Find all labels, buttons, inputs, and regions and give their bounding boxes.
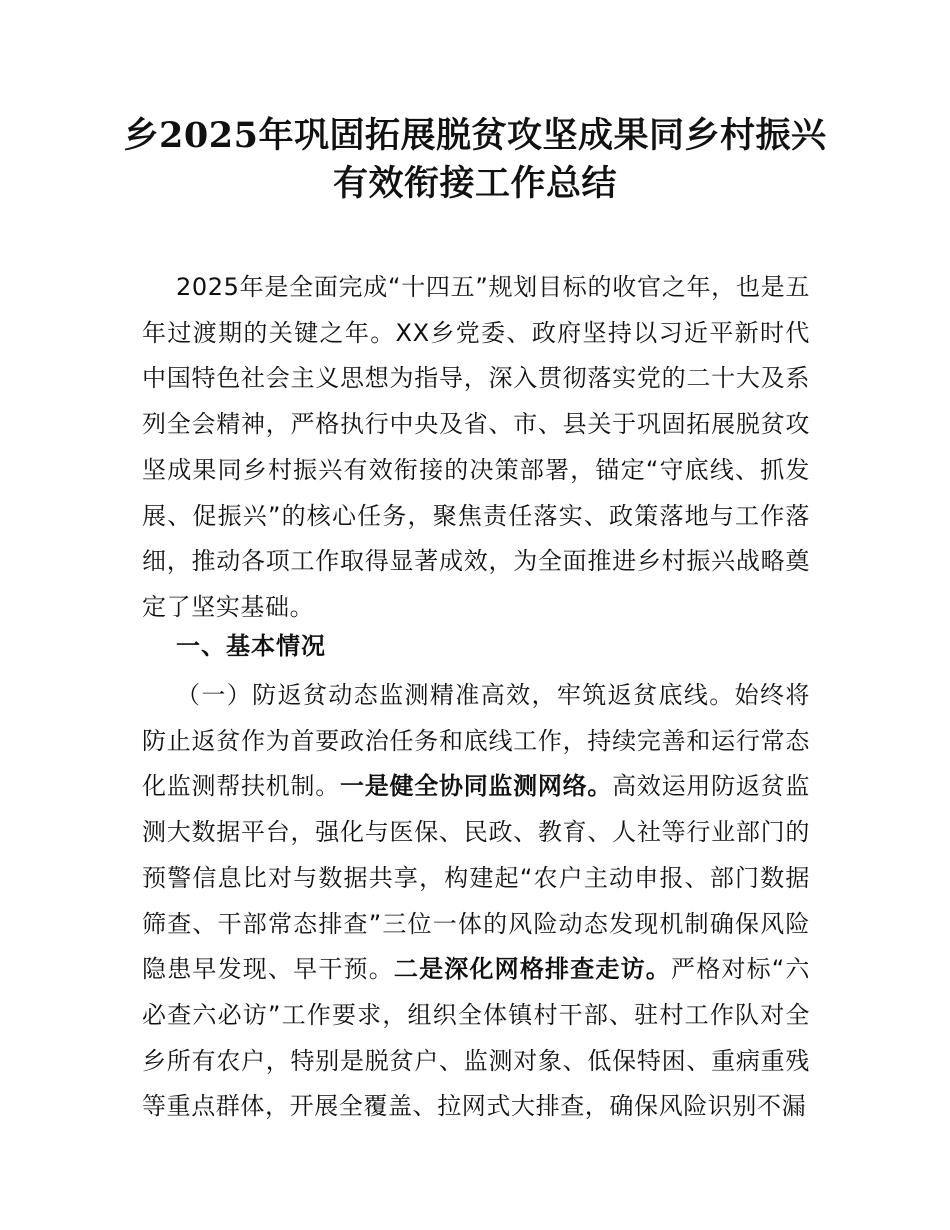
- point2-title: 二是深化网格排查走访。: [393, 955, 671, 984]
- document-title-line1: 乡2025年巩固拓展脱贫攻坚成果同乡村振兴: [123, 115, 827, 156]
- section-heading-basic-situation: 一、基本情况: [176, 632, 326, 660]
- document-title-line2: 有效衔接工作总结: [332, 163, 617, 204]
- section1-lead-text: （一）防返贫动态监测精准高效，牢筑返贫底线。始终将防止返贫作为首要政治任务和底线工作，持续完善和运行常态化监测帮扶机制。: [142, 681, 810, 801]
- point1-text: 高效运用防返贫监测大数据平台，强化与医保、民政、教育、人社等行业部门的预警信息比对与数据共享，构建起“农户主动申报、部门数据筛查、干部常态排查”三位一体的风险动态发现机制确保风险隐患早发现、早干预。: [142, 772, 810, 984]
- section1-paragraph: [142, 673, 810, 1130]
- intro-section: [142, 265, 810, 631]
- section1-body: [142, 673, 810, 1130]
- point1-title: 一是健全协同监测网络。: [339, 772, 613, 801]
- intro-paragraph: 2025年是全面完成“十四五”规划目标的收官之年，也是五年过渡期的关键之年。XX乡党委、政府坚持以习近平新时代中国特色社会主义思想为指导，深入贯彻落实党的二十大及系列全会精神，严格执行中央及省、市、县关于巩固拓展脱贫攻坚成果同乡村振兴有效衔接的决策部署，锚定“守底线、抓发展、促振兴”的核心任务，聚焦责任落实、政策落地与工作落细，推动各项工作取得显著成效，为全面推进乡村振兴战略奠定了坚实基础。: [142, 273, 810, 621]
- point2-text: 严格对标“六必查六必访”工作要求，组织全体镇村干部、驻村工作队对全乡所有农户，特别是脱贫户、监测对象、低保特困、重病重残等重点群体，开展全覆盖、拉网式大排查，确保风险识别不漏: [142, 955, 810, 1121]
